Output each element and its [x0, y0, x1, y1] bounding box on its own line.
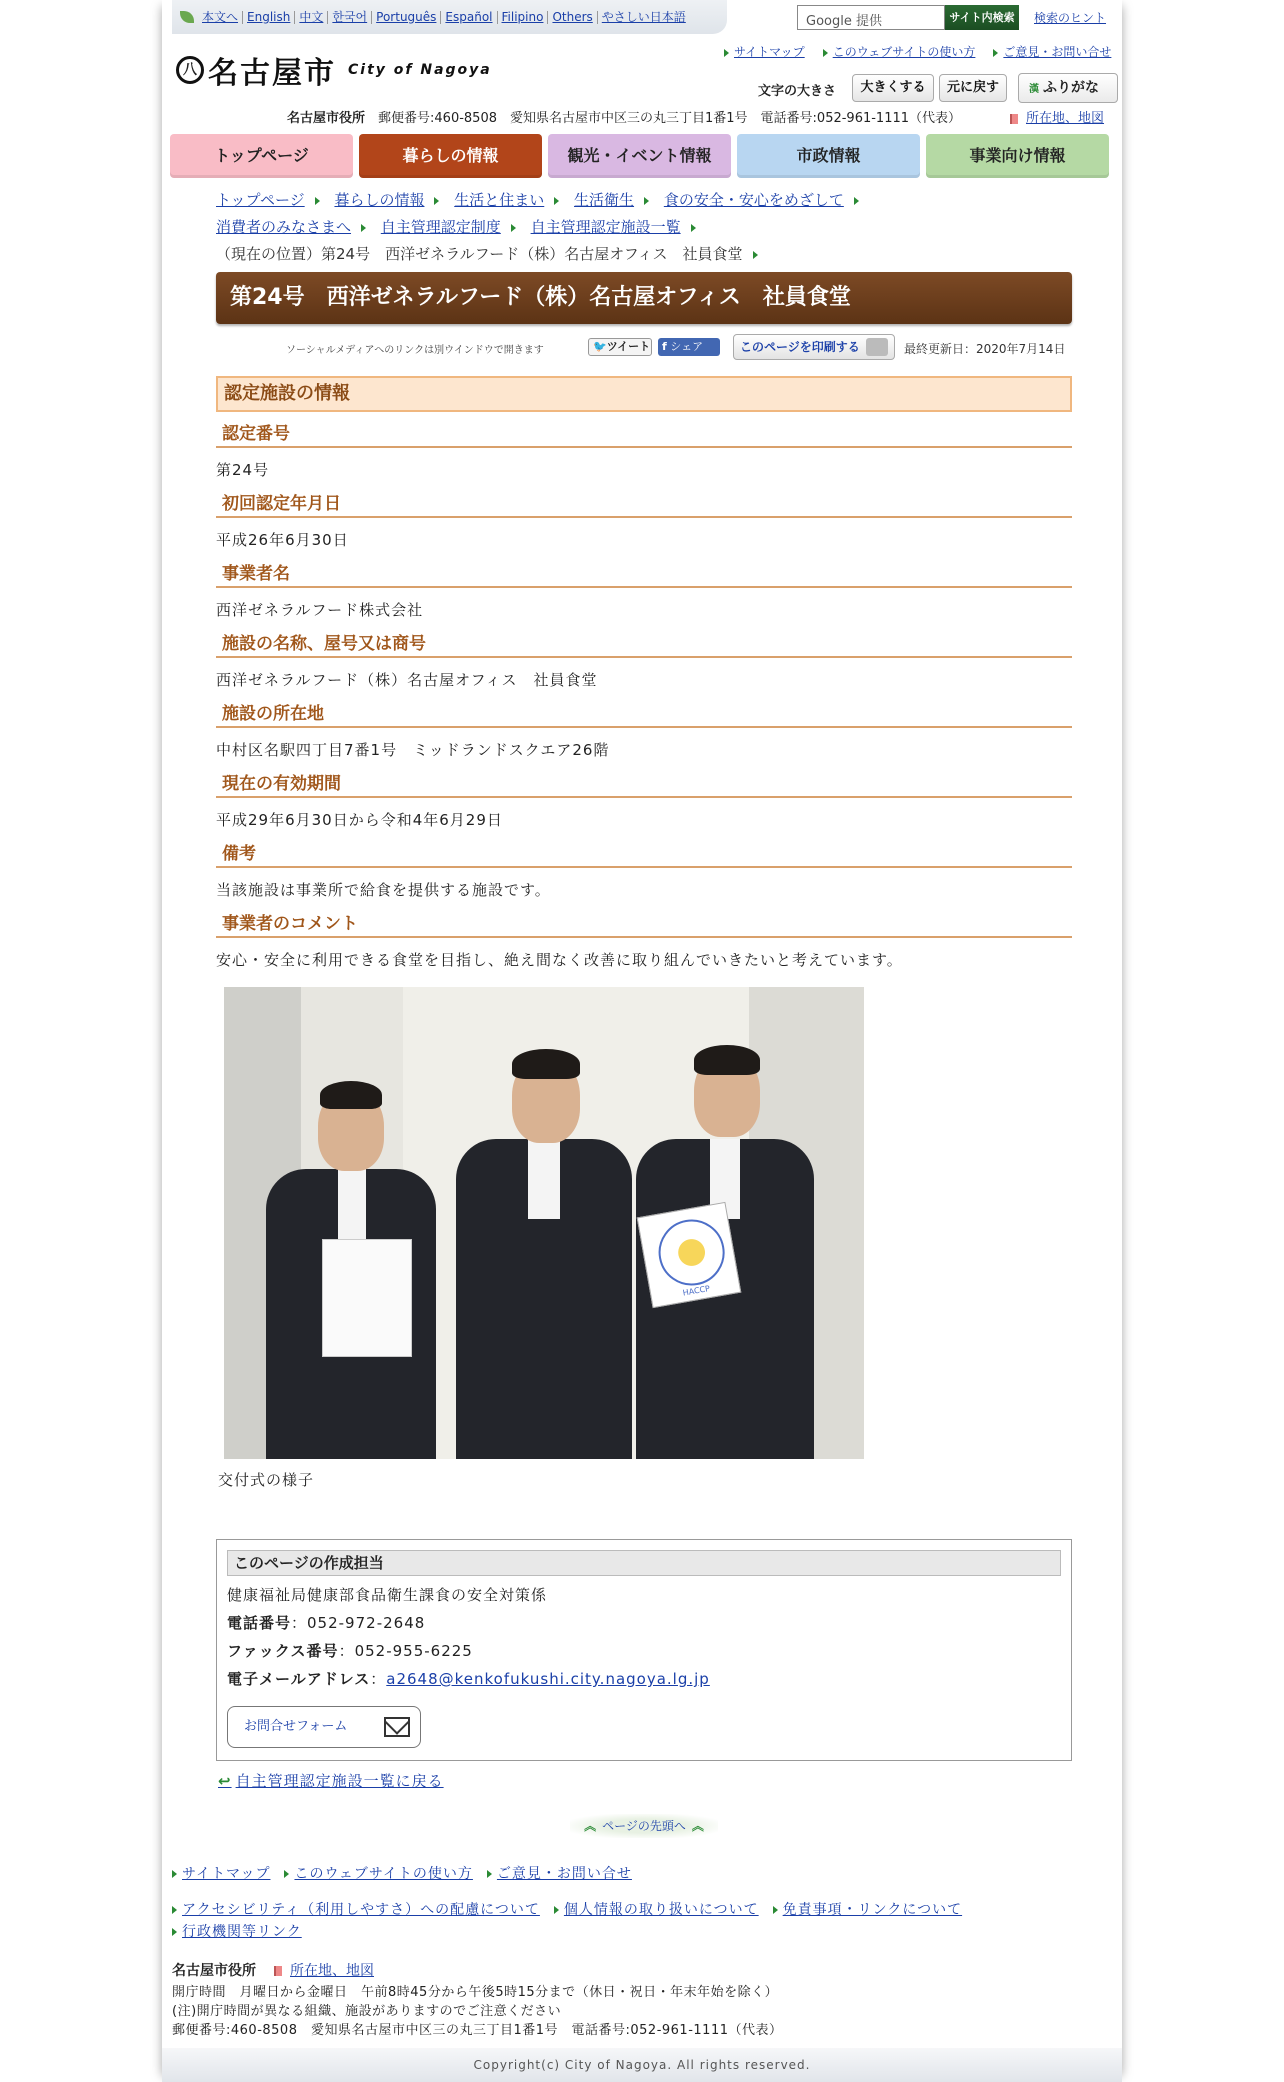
- arrow-icon: [284, 1870, 289, 1878]
- flag-icon: [274, 1966, 286, 1976]
- footer-link-privacy[interactable]: 個人情報の取り扱いについて: [554, 1899, 759, 1919]
- twitter-bird-icon: 🐦: [593, 340, 607, 353]
- certificate-paper: [322, 1239, 412, 1357]
- nav-tourism[interactable]: 観光・イベント情報: [548, 134, 731, 178]
- lang-link-others[interactable]: Others: [548, 11, 597, 24]
- footer-link-howto[interactable]: このウェブサイトの使い方: [284, 1863, 472, 1883]
- office-name: 名古屋市役所: [287, 111, 366, 126]
- utility-links: [724, 43, 1111, 60]
- breadcrumb-link[interactable]: 消費者のみなさまへ: [216, 218, 352, 236]
- print-button[interactable]: このページを印刷する: [733, 334, 895, 360]
- arrow-icon: [487, 1870, 492, 1878]
- global-nav: [170, 134, 1109, 178]
- field-heading-validity: 現在の有効期間: [216, 772, 1072, 798]
- social-note: ソーシャルメディアへのリンクは別ウインドウで開きます: [286, 345, 544, 356]
- arrow-icon: [644, 197, 649, 205]
- photo-caption: 交付式の様子: [218, 1471, 315, 1489]
- field-value-validity: 平成29年6月30日から令和4年6月29日: [216, 811, 503, 829]
- field-value-business-name: 西洋ゼネラルフード株式会社: [216, 601, 424, 619]
- footer-link-feedback[interactable]: ご意見・お問い合せ: [487, 1863, 632, 1883]
- search-input[interactable]: [797, 5, 945, 30]
- lang-link-korean[interactable]: 한국어: [328, 11, 372, 24]
- inquiry-form-button[interactable]: お問合せフォーム: [227, 1706, 421, 1748]
- leaf-icon: [180, 11, 194, 23]
- arrow-icon: [993, 49, 998, 57]
- header-map-link[interactable]: 所在地、地図: [1010, 107, 1104, 126]
- page-title: 第24号 西洋ゼネラルフード（株）名古屋オフィス 社員食堂: [216, 272, 1072, 324]
- field-heading-remarks: 備考: [216, 842, 1072, 868]
- font-reset-button[interactable]: 元に戻す: [939, 74, 1007, 102]
- footer-office-name: 名古屋市役所: [172, 1963, 256, 1979]
- field-value-facility-name: 西洋ゼネラルフード（株）名古屋オフィス 社員食堂: [216, 671, 598, 689]
- arrow-icon: [172, 1928, 177, 1936]
- person-right: [636, 1019, 814, 1459]
- contact-box: [216, 1539, 1072, 1761]
- tweet-button[interactable]: 🐦ツイート: [588, 338, 652, 356]
- ceremony-photo: [224, 987, 864, 1459]
- contact-email: 電子メールアドレス：a2648@kenkofukushi.city.nagoya.lg.jp: [227, 1670, 710, 1688]
- site-logo[interactable]: [176, 48, 492, 92]
- field-value-facility-address: 中村区名駅四丁目7番1号 ミッドランドスクエア26階: [216, 741, 610, 759]
- city-emblem-icon: 八: [176, 56, 204, 84]
- field-value-cert-number: 第24号: [216, 461, 270, 479]
- facebook-icon: f: [662, 340, 667, 353]
- arrow-icon: [691, 224, 696, 232]
- contact-title: このページの作成担当: [227, 1550, 1061, 1576]
- breadcrumb-current: （現在の位置）第24号 西洋ゼネラルフード（株）名古屋オフィス 社員食堂: [216, 245, 743, 263]
- field-value-first-cert-date: 平成26年6月30日: [216, 531, 349, 549]
- footer-link-sitemap[interactable]: サイトマップ: [172, 1863, 270, 1883]
- breadcrumb: [216, 187, 1076, 268]
- field-heading-facility-address: 施設の所在地: [216, 702, 1072, 728]
- arrow-icon: [724, 49, 729, 57]
- footer-links-row: [172, 1899, 962, 1919]
- utility-link-feedback[interactable]: ご意見・お問い合せ: [993, 43, 1111, 60]
- arrow-icon: [823, 49, 828, 57]
- office-address: 郵便番号:460-8508 愛知県名古屋市中区三の丸三丁目1番1号 電話番号:052-961-1111（代表）: [378, 111, 962, 126]
- footer-note: (注)開庁時間が異なる組織、施設がありますのでご注意ください: [172, 2004, 562, 2019]
- furigana-icon: 漢: [1029, 84, 1039, 95]
- arrow-icon: [434, 197, 439, 205]
- nav-living[interactable]: 暮らしの情報: [359, 134, 542, 178]
- footer-link-agencies[interactable]: 行政機関等リンク: [172, 1921, 302, 1941]
- field-heading-facility-name: 施設の名称、屋号又は商号: [216, 632, 1072, 658]
- header-address: [287, 107, 961, 126]
- font-size-label: 文字の大きさ: [758, 84, 837, 99]
- flag-icon: [1010, 114, 1022, 124]
- arrow-icon: [315, 197, 320, 205]
- printer-icon: [866, 338, 888, 356]
- contact-department: 健康福祉局健康部食品衛生課食の安全対策係: [227, 1586, 548, 1604]
- nav-business[interactable]: 事業向け情報: [926, 134, 1109, 178]
- logo-name: 名古屋市: [208, 56, 336, 91]
- field-value-comment: 安心・安全に利用できる食堂を目指し、絶え間なく改善に取り組んでいきたいと考えています。: [216, 951, 903, 969]
- arrow-icon: [854, 197, 859, 205]
- footer-links-row: [172, 1921, 302, 1941]
- breadcrumb-link[interactable]: 生活と住まい: [454, 191, 545, 209]
- arrow-icon: [753, 251, 758, 259]
- section-heading: 認定施設の情報: [216, 376, 1072, 412]
- double-chevron-up-icon: ︽: [584, 1819, 597, 1833]
- lang-link-english[interactable]: English: [243, 11, 295, 24]
- footer-links-row: [172, 1863, 632, 1883]
- person-left: [266, 1059, 436, 1459]
- field-heading-cert-number: 認定番号: [216, 422, 1072, 448]
- lang-link-spanish[interactable]: Español: [441, 11, 497, 24]
- footer-map-link[interactable]: 所在地、地図: [274, 1960, 374, 1980]
- arrow-icon: [172, 1906, 177, 1914]
- back-to-list-link[interactable]: ↩ 自主管理認定施設一覧に戻る: [218, 1772, 444, 1790]
- font-enlarge-button[interactable]: 大きくする: [852, 74, 934, 102]
- haccp-certificate-card: HACCP: [637, 1202, 742, 1308]
- footer-link-accessibility[interactable]: アクセシビリティ（利用しやすさ）への配慮について: [172, 1899, 540, 1919]
- site-search-button[interactable]: サイト内検索: [945, 5, 1019, 30]
- footer-hours: 開庁時間 月曜日から金曜日 午前8時45分から午後5時15分まで（休日・祝日・年末年始を除く）: [172, 1985, 779, 2000]
- back-to-top-link[interactable]: ︽ ページの先頭へ ︽: [570, 1814, 718, 1838]
- field-heading-first-cert-date: 初回認定年月日: [216, 492, 1072, 518]
- last-updated: 最終更新日：2020年7月14日: [904, 342, 1066, 356]
- envelope-icon: [384, 1717, 410, 1737]
- breadcrumb-link[interactable]: 暮らしの情報: [334, 191, 425, 209]
- language-bar: [172, 0, 727, 34]
- nav-top[interactable]: トップページ: [170, 134, 353, 178]
- lang-link-skip[interactable]: 本文へ: [198, 11, 243, 24]
- email-link[interactable]: a2648@kenkofukushi.city.nagoya.lg.jp: [386, 1670, 710, 1688]
- utility-link-howto[interactable]: このウェブサイトの使い方: [823, 43, 976, 60]
- arrow-icon: [361, 224, 366, 232]
- contact-fax: ファックス番号：052-955-6225: [227, 1642, 473, 1660]
- arrow-icon: [511, 224, 516, 232]
- arrow-icon: [773, 1906, 778, 1914]
- lang-link-easy-japanese[interactable]: やさしい日本語: [601, 9, 686, 24]
- breadcrumb-link[interactable]: トップページ: [216, 191, 305, 209]
- page-frame: [162, 0, 1122, 2082]
- footer-link-disclaimer[interactable]: 免責事項・リンクについて: [773, 1899, 962, 1919]
- field-heading-business-name: 事業者名: [216, 562, 1072, 588]
- copyright: Copyright(c) City of Nagoya. All rights reserved.: [162, 2048, 1122, 2082]
- breadcrumb-link[interactable]: 自主管理認定施設一覧: [530, 218, 681, 236]
- breadcrumb-link[interactable]: 生活衛生: [574, 191, 635, 209]
- lang-link-chinese[interactable]: 中文: [295, 11, 328, 24]
- breadcrumb-link[interactable]: 自主管理認定制度: [380, 218, 501, 236]
- person-center: [456, 1019, 632, 1459]
- nav-city-admin[interactable]: 市政情報: [737, 134, 920, 178]
- logo-english: City of Nagoya: [348, 62, 492, 78]
- facebook-share-button[interactable]: f シェア: [658, 338, 720, 356]
- lang-link-filipino[interactable]: Filipino: [498, 11, 549, 24]
- arrow-icon: [554, 197, 559, 205]
- lang-link-portuguese[interactable]: Português: [372, 11, 441, 24]
- arrow-icon: [172, 1870, 177, 1878]
- search-placeholder: Google 提供: [806, 14, 882, 29]
- breadcrumb-link[interactable]: 食の安全・安心をめざして: [663, 191, 844, 209]
- utility-link-sitemap[interactable]: サイトマップ: [724, 43, 805, 60]
- return-arrow-icon: ↩: [218, 1772, 232, 1790]
- search-hint-link[interactable]: 検索のヒント: [1034, 11, 1107, 25]
- footer-address: 郵便番号:460-8508 愛知県名古屋市中区三の丸三丁目1番1号 電話番号:052-961-1111（代表）: [172, 2023, 783, 2038]
- contact-phone: 電話番号：052-972-2648: [227, 1614, 426, 1632]
- field-value-remarks: 当該施設は事業所で給食を提供する施設です。: [216, 881, 551, 899]
- field-heading-comment: 事業者のコメント: [216, 912, 1072, 938]
- double-chevron-up-icon: ︽: [691, 1819, 704, 1833]
- furigana-button[interactable]: 漢 ふりがな: [1018, 73, 1118, 103]
- arrow-icon: [554, 1906, 559, 1914]
